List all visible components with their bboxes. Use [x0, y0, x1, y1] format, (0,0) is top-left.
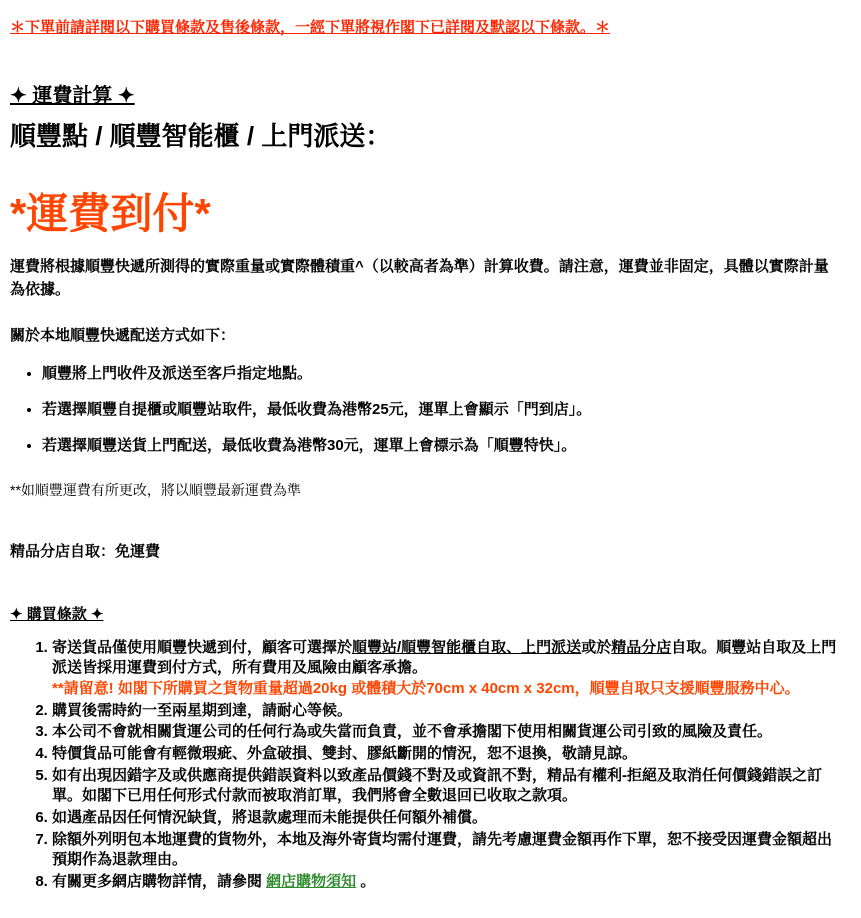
term-text: 。 — [356, 873, 376, 891]
term-text: 或於 — [581, 638, 612, 656]
freight-collect-banner: *運費到付* — [10, 190, 211, 237]
list-item: • 若選擇順豐自提櫃或順豐站取件，最低收費為港幣25元，運單上會顯示「門到店」。 — [42, 399, 841, 420]
term-text: 有關更多網店購物詳情，請參閱 — [52, 873, 267, 891]
term-item-shipping — [52, 638, 841, 700]
purchase-terms-heading: ✦ 購買條款 ✦ — [10, 605, 104, 623]
pre-order-notice: ＊下單前請詳閱以下購買條款及售後條款，一經下單將視作閣下已詳閱及默認以下條款。＊ — [10, 19, 611, 36]
term-item: 5. 如有出現因錯字及或供應商提供錯誤資料以致產品價錢不對及或資訊不對，精品有權利-拒絕及取消任何價錢錯誤之訂單。如閣下已用任何形式付款而被取消訂單，我們將會全數退回已收取之款項。 — [52, 766, 841, 807]
list-item: • 順豐將上門收件及派送至客戶指定地點。 — [42, 363, 841, 384]
term-item: 3. 本公司不會就相關貨運公司的任何行為或失當而負責，並不會承擔閣下使用相關貨運公司引致的風險及責任。 — [52, 722, 841, 743]
term-item-more-info — [52, 872, 841, 893]
size-limit-warning: **請留意! 如閣下所購買之貨物重量超過20kg 或體積大於70cm x 40cm x 32cm，順豐自取只支援順豐服務中心。 — [52, 679, 800, 697]
freight-intro-paragraph: 運費將根據順豐快遞所測得的實際重量或實際體積重^（以較高者為準）計算收費。請注意，運費並非固定，具體以實際計量為依據。 — [10, 258, 829, 299]
term-item: 2. 購買後需時約一至兩星期到達，請耐心等候。 — [52, 701, 841, 722]
fee-change-note: **如順豐運費有所更改，將以順豐最新運費為準 — [10, 481, 301, 498]
term-underline-boutique-store: 精品分店 — [611, 638, 672, 656]
shipping-calc-heading: ✦ 運費計算 ✦ — [10, 85, 135, 107]
purchase-terms-list — [10, 638, 841, 893]
term-underline-pickup-options: 順豐站/順豐智能櫃自取、上門派送 — [352, 638, 582, 656]
delivery-methods-title: 關於本地順豐快遞配送方式如下： — [10, 326, 236, 344]
list-item: • 若選擇順豐送貨上門配送，最低收費為港幣30元，運單上會標示為「順豐特快」。 — [42, 435, 841, 456]
delivery-options-subheading: 順豐點 / 順豐智能櫃 / 上門派送： — [10, 121, 392, 151]
term-text: 寄送貨品僅使用順豐快遞到付，顧客可選擇於 — [52, 638, 353, 656]
store-pickup-free-note: 精品分店自取：免運費 — [10, 542, 161, 560]
term-text: 自取。順豐站自取及上門派送皆採用運費到付方式，所有費用及風險由顧客承擔。 — [52, 638, 837, 677]
delivery-methods-list — [10, 363, 841, 456]
term-item: 4. 特價貨品可能會有輕微瑕疵、外盒破損、雙封、膠紙斷開的情況，恕不退換，敬請見諒。 — [52, 744, 841, 765]
term-item: 7. 除額外列明包本地運費的貨物外，本地及海外寄貨均需付運費，請先考慮運費金額再作下單，恕不接受因運費金額超出預期作為退款理由。 — [52, 830, 841, 871]
term-item: 6. 如遇產品因任何情況缺貨，將退款處理而未能提供任何額外補償。 — [52, 808, 841, 829]
store-shopping-guide-link[interactable]: 網店購物須知 — [266, 873, 357, 891]
